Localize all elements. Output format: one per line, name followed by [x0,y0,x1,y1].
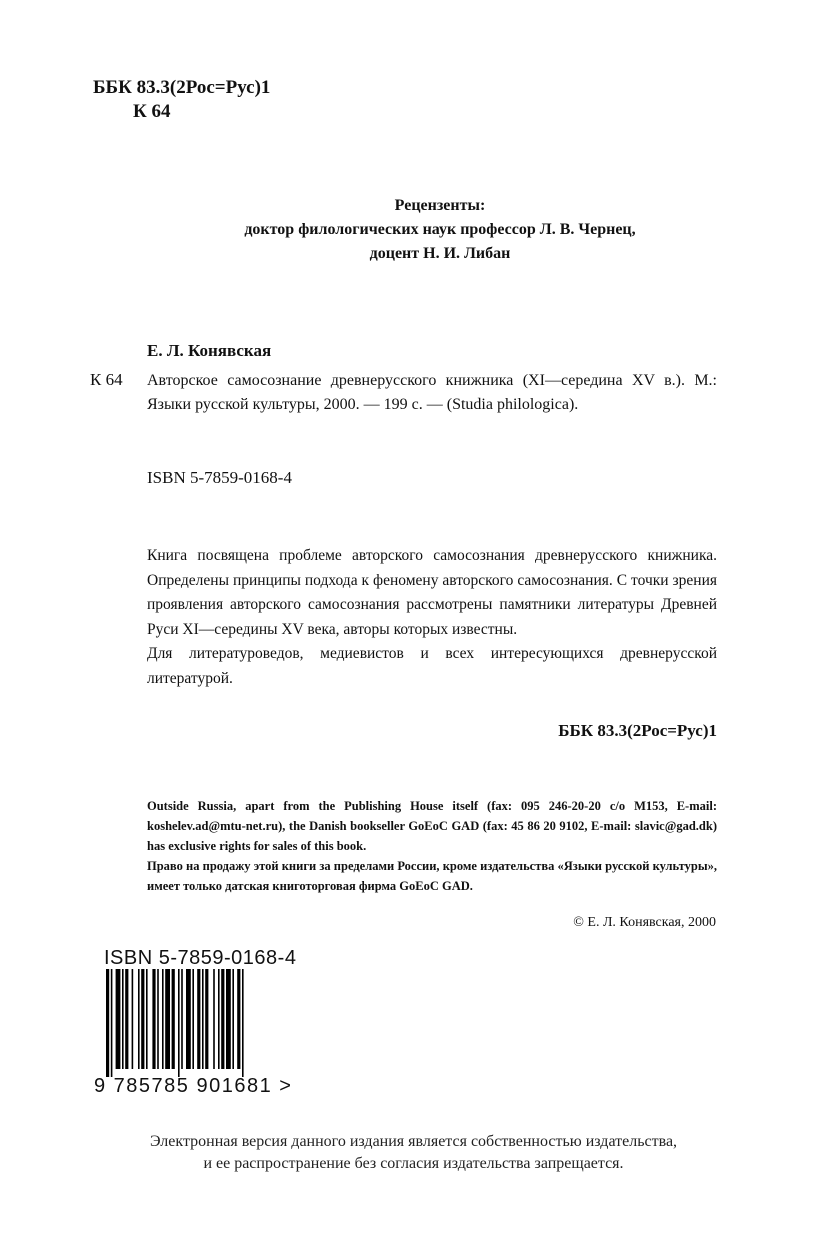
rights-russian: Право на продажу этой книги за пределами России, кроме издательства «Языки русской культуры», имеет только датская книготорговая фирма GoEoC GAD. [147,859,717,893]
barcode-bar [157,969,159,1069]
barcode-bar [122,969,124,1069]
isbn-barcode [94,947,319,1102]
notice-line-1: Электронная версия данного издания является собственностью издательства, [149,1133,678,1150]
barcode-bar [232,969,234,1069]
barcode-ean-text: 9 785785 901681 > [94,1075,293,1097]
author-mark: К 64 [133,101,171,122]
barcode-bar [111,969,113,1077]
entry-author-mark: К 64 [90,370,123,389]
author-name: Е. Л. Конявская [147,341,272,360]
barcode-bar [141,969,144,1069]
reviewers-block [120,194,760,266]
audience-paragraph: Для литературоведов, медиевистов и всех интересующихся древнерусской литературой. [147,645,717,687]
barcode-bar [181,969,183,1069]
barcode-bar [202,969,204,1069]
rights-english: Outside Russia, apart from the Publishing House itself (fax: 095 246-20-20 c/o M153, E-mail: koshelev.ad@mtu-net.ru), the Danish bookseller GoEoC GAD (fax: 45 86 20 9102, E-mail: slavic@gad.dk) has exclusive rights for sales of this book. [147,799,717,853]
copyright-notice: © Е. Л. Конявская, 2000 [573,915,716,930]
rights-notice [147,796,717,896]
barcode-bar [218,969,220,1069]
barcode-bar [125,969,128,1069]
reviewer-1: доктор филологических наук профессор Л. В. Чернец, [244,221,636,238]
electronic-version-notice [0,1131,827,1175]
barcode-bar [162,969,164,1069]
barcode-bars [94,969,314,1077]
barcode-bar [192,969,194,1069]
barcode-bar [178,969,180,1077]
abstract-bbk-code: ББК 83.3(2Рос=Рус)1 [558,721,717,740]
barcode-bar [221,969,224,1069]
barcode-bar [186,969,191,1069]
barcode-bar [116,969,121,1069]
reviewer-2: доцент Н. И. Либан [369,245,511,262]
notice-line-2: и ее распространение без согласия издательства запрещается. [203,1155,624,1172]
barcode-bar [138,969,140,1069]
barcode-bar [242,969,244,1077]
barcode-isbn-text: ISBN 5-7859-0168-4 [104,947,297,969]
barcode-bar [237,969,240,1069]
abstract [147,544,717,691]
barcode-bar [172,969,175,1069]
abstract-paragraph: Книга посвящена проблеме авторского самосознания древнерусского книжника. Определены принципы подхода к феномену авторского самосознания. С точки зрения проявления авторского самосознания рассмотрены памятники литературы Древней Руси XI—середины XV века, авторы которых известны. [147,547,717,638]
barcode-bar [152,969,155,1069]
barcode-bar [213,969,215,1069]
reviewers-title: Рецензенты: [394,197,486,214]
barcode-bar [146,969,148,1069]
barcode-bar [165,969,170,1069]
bibliographic-description: Авторское самосознание древнерусского книжника (XI—середина XV в.). М.: Языки русской культуры, 2000. — 199 с. — (Studia philologica). [147,372,717,413]
bbk-classification [93,76,270,124]
barcode-bar [226,969,231,1069]
barcode-bar [132,969,134,1069]
bbk-code: ББК 83.3(2Рос=Рус)1 [93,77,271,98]
barcode-bar [197,969,200,1069]
barcode-bar [205,969,208,1069]
isbn: ISBN 5-7859-0168-4 [147,468,292,487]
barcode-bar [106,969,109,1077]
